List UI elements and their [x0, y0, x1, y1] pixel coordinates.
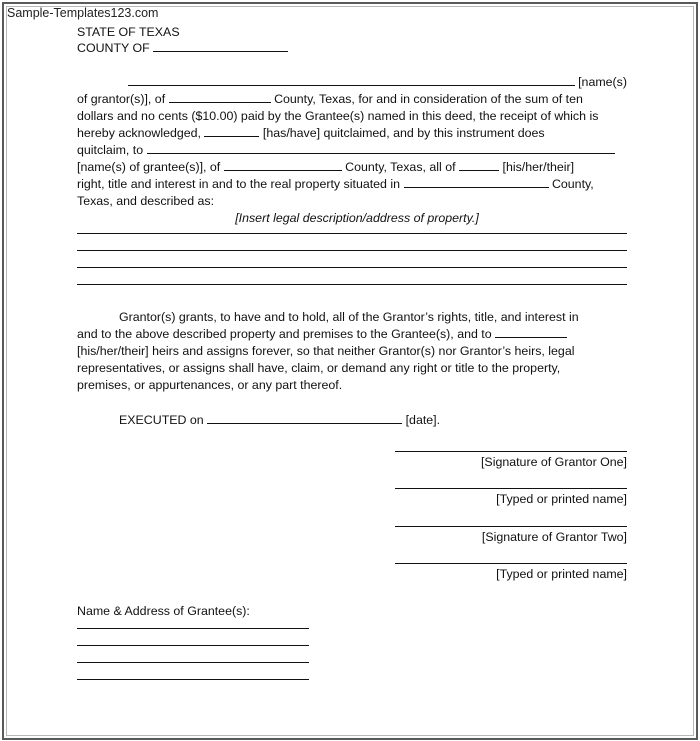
p2-line-1: Grantor(s) grants, to have and to hold, all of the Grantor’s rights, title, and interest in [119, 310, 579, 324]
legal-line[interactable] [77, 284, 627, 285]
state-heading: STATE OF TEXAS [77, 25, 180, 39]
county-label: COUNTY OF [77, 41, 150, 55]
p2-line-3: [his/her/their] heirs and assigns forever, so that neither Grantor(s) nor Grantor’s heirs, legal [77, 344, 575, 358]
heirs-blank[interactable] [495, 326, 567, 338]
grantee-county-blank[interactable] [224, 159, 342, 171]
text: of grantor(s)], of [77, 92, 166, 106]
executed-label: EXECUTED on [119, 413, 204, 427]
p1-line-2 [77, 91, 627, 108]
p1-line-4 [77, 125, 627, 142]
p1-line-3: dollars and no cents ($10.00) paid by the Grantee(s) named in this deed, the receipt of which is [77, 109, 599, 123]
legal-line[interactable] [77, 250, 627, 251]
county-heading [77, 40, 627, 56]
grantee-block [77, 603, 627, 680]
text: and to the above described property and premises to the Grantee(s), and to [77, 327, 492, 341]
p1-line-7 [77, 176, 627, 193]
legal-description-lines[interactable] [77, 233, 627, 285]
legal-line[interactable] [77, 233, 627, 234]
grantor-one-typed-label: [Typed or printed name] [496, 492, 627, 506]
text: [name(s) of grantee(s)], of [77, 160, 221, 174]
p2-line-2 [77, 326, 627, 343]
grantor-two-signature-line[interactable] [395, 526, 627, 527]
text: quitclaim, to [77, 143, 144, 157]
grantor-one-signature-line[interactable] [395, 451, 627, 452]
text: right, title and interest in and to the real property situated in [77, 177, 401, 191]
p2-line-4: representatives, or assigns shall have, claim, or demand any right or title to the property, [77, 361, 561, 375]
grantee-address-line[interactable] [77, 662, 309, 663]
executed-date-blank[interactable] [207, 412, 402, 424]
grantee-address-line[interactable] [77, 628, 309, 629]
p2-line-5: premises, or appurtenances, or any part thereof. [77, 378, 343, 392]
signature-block [77, 451, 627, 583]
grantor-one-signature-label: [Signature of Grantor One] [480, 455, 627, 469]
executed-line [77, 412, 627, 429]
deed-document [77, 24, 627, 680]
date-tag: [date]. [405, 413, 441, 427]
grantor-name-tag: [name(s) [578, 75, 627, 89]
legal-line[interactable] [77, 267, 627, 268]
text: [has/have] quitclaimed, and by this instrument does [262, 126, 545, 140]
grantee-address-line[interactable] [77, 679, 309, 680]
grantor-two-typed-line[interactable] [395, 563, 627, 564]
text: County, [551, 177, 594, 191]
text: [his/her/their] [502, 160, 575, 174]
p1-line-5 [77, 142, 627, 159]
grantor-name-blank[interactable] [128, 74, 575, 86]
p1-line-1 [77, 74, 627, 91]
grantor-two-signature-label: [Signature of Grantor Two] [481, 530, 627, 544]
grantor-one-typed-line[interactable] [395, 488, 627, 489]
county-blank[interactable] [153, 40, 288, 52]
grantor-county-blank[interactable] [169, 91, 271, 103]
grantee-name-blank[interactable] [147, 142, 615, 154]
text: County, Texas, all of [345, 160, 456, 174]
p1-line-6 [77, 159, 627, 176]
paragraph-2 [77, 309, 627, 394]
paragraph-1 [77, 74, 627, 227]
grantor-two-typed-label: [Typed or printed name] [496, 567, 627, 581]
insert-instruction: [Insert legal description/address of property.] [235, 211, 479, 225]
property-county-blank[interactable] [404, 176, 549, 188]
interest-blank[interactable] [459, 159, 499, 171]
text: County, Texas, for and in consideration of the sum of ten [274, 92, 583, 106]
grantee-address-line[interactable] [77, 645, 309, 646]
grantee-label: Name & Address of Grantee(s): [77, 604, 250, 618]
has-have-blank[interactable] [204, 125, 259, 137]
watermark: Sample-Templates123.com [7, 6, 159, 20]
p1-line-8: Texas, and described as: [77, 194, 215, 208]
text: hereby acknowledged, [77, 126, 201, 140]
